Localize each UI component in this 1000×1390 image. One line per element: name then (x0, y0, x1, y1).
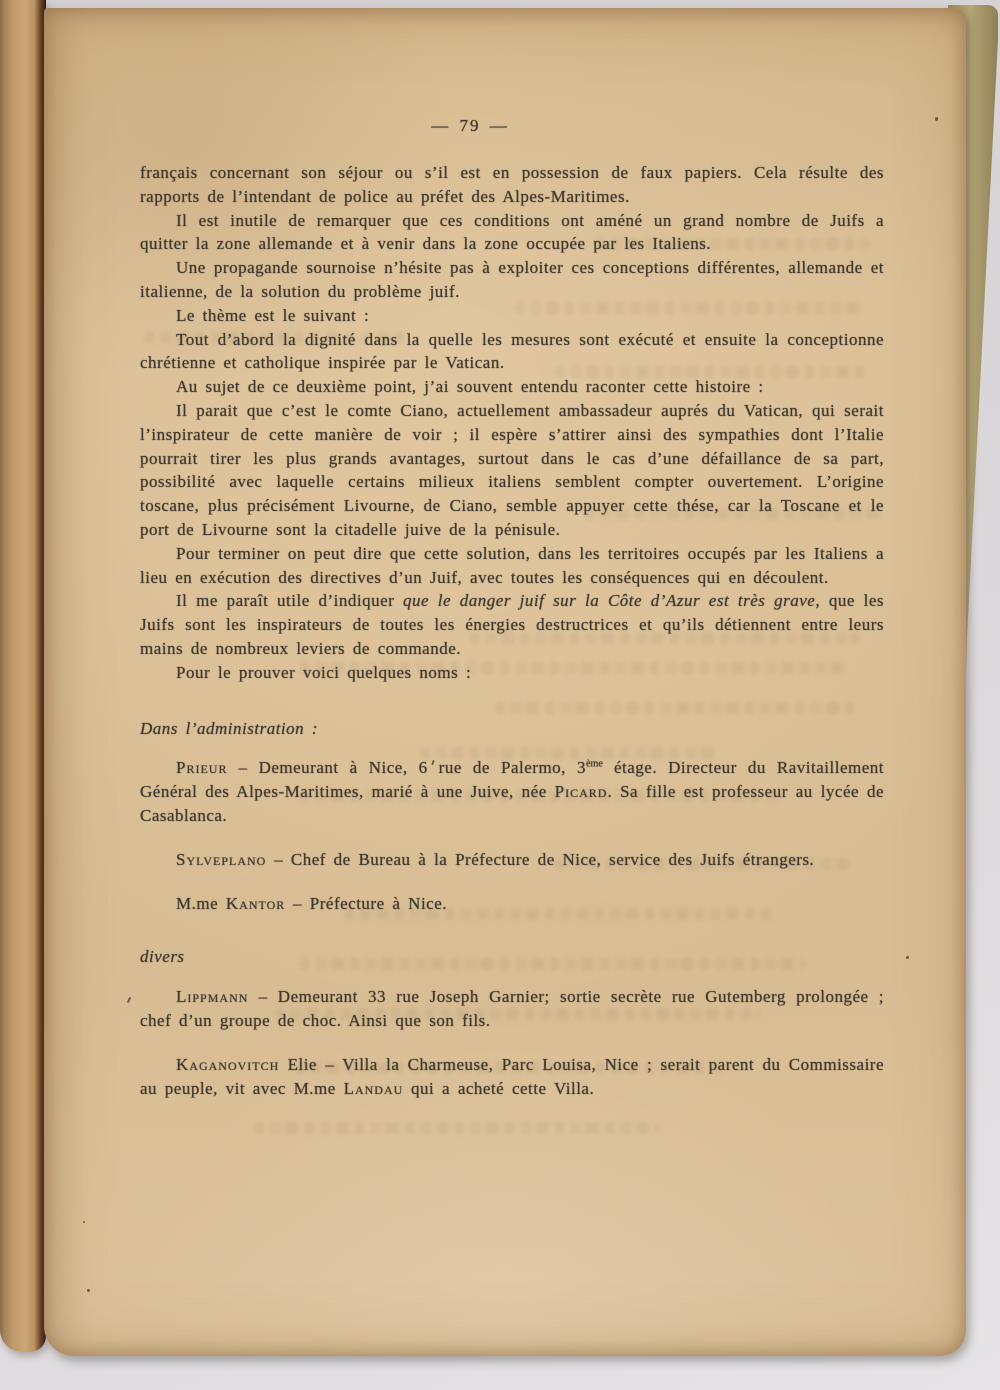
text-segment: Pour terminer on peut dire que cette solution, dans les territoires occupés par les Italiens a lieu en exécution des directives d’un Juif, avec toutes les conséquences qui en découlent. (140, 543, 884, 587)
text-segment: Au sujet de ce deuxième point, j’ai souvent entendu raconter cette histoire : (176, 377, 764, 397)
directory-entry-sylveplano (140, 848, 884, 872)
document-page (44, 8, 966, 1356)
text-segment: étage. Directeur du Ravitaillement Général des Alpes-Maritimes, marié à une Juive, née (140, 758, 885, 802)
directory-entry-lippmann (140, 985, 884, 1033)
paragraph (140, 328, 884, 376)
section-heading-administration (140, 717, 884, 741)
text-segment: Tout d’abord la dignité dans la quelle les mesures sont exécuté et ensuite la conceptionne chrétienne et catholique inspirée par le Vatican. (140, 329, 884, 373)
text-segment: Il me paraît utile d’indiquer (176, 591, 404, 611)
text-segment: que le danger juif sur la Côte d’Azur est très grave, (403, 591, 821, 611)
text-segment: Landau (343, 1078, 404, 1098)
text-segment: ème (585, 758, 603, 770)
text-segment: divers (140, 947, 185, 967)
paragraph (140, 661, 884, 685)
text-segment: Kaganovitch (176, 1054, 280, 1074)
text-segment: Sylveplano (176, 849, 267, 869)
paragraph (140, 161, 884, 209)
page-content (140, 8, 884, 1100)
paragraph (140, 209, 884, 257)
paragraph (140, 589, 884, 660)
directory-entry-kantor (140, 892, 884, 916)
paragraph (140, 256, 884, 304)
text-segment: – Demeurant à Nice, 6 rue de Palermo, 3 (227, 758, 586, 778)
section-heading-divers (140, 945, 884, 969)
text-segment: Pour le prouver voici quelques noms : (176, 662, 472, 682)
page-number: — 79 — (431, 116, 509, 135)
text-segment: Le thème est le suivant : (176, 305, 370, 325)
paragraph (140, 399, 884, 542)
text-segment: Prieur (176, 758, 228, 778)
paper-speck (935, 117, 938, 121)
text-segment: Dans l’administration : (140, 718, 319, 738)
directory-entry-kaganovitch (140, 1053, 884, 1101)
text-segment: qui a acheté cette Villa. (403, 1078, 595, 1098)
text-segment: Une propagande sournoise n’hésite pas à exploiter ces conceptions différentes, allemande et italienne, de la solution du problème juif. (140, 258, 884, 301)
text-segment: – Chef de Bureau à la Préfecture de Nice, service des Juifs étrangers. (266, 849, 815, 869)
paragraph (140, 304, 884, 328)
text-segment: – Demeurant 33 rue Joseph Garnier; sortie secrète rue Gutemberg prolongée ; chef d’un groupe de choc. Ainsi que son fils. (140, 987, 884, 1030)
directory-entry-prieur (140, 756, 884, 827)
paragraph (140, 375, 884, 399)
text-segment: Il est inutile de remarquer que ces conditions ont améné un grand nombre de Juifs a quitter la zone allemande et à venir dans la zone occupée par les Italiens. (140, 210, 884, 254)
paper-speck (906, 956, 909, 959)
text-segment: que les Juifs sont les inspirateurs de toutes les énergies destructrices et qu’ils détiennent entre leurs mains de nombreux leviers de commande. (140, 591, 884, 658)
paragraph (140, 542, 884, 590)
text-segment: Lippmann (176, 987, 249, 1007)
text-segment: – Préfecture à Nice. (285, 893, 448, 913)
paper-speck (87, 1289, 90, 1292)
bleedthrough-smudge (255, 1122, 660, 1134)
text-segment: Picard (554, 782, 608, 802)
text-segment: M.me (176, 893, 226, 913)
text-segment: Il parait que c’est le comte Ciano, actuellement ambassadeur auprés du Vatican, qui serait l’inspirateur de cette manière de voir ; il espère s’attirer ainsi des sympathies dont l’Italie pourrait tirer les plus grands avantages, surtout dans le cas d’une défaillance de sa part, possibilité avec laquelle certains milieux italiens semblent compter ouvertement. L’origine toscane, plus précisément Livourne, de Ciano, semble appuyer cette thése, car la Toscane et le port de Livourne sont la citadelle juive de la pénisule. (140, 400, 884, 539)
text-segment: Kantor (225, 893, 286, 913)
text-segment: Elie – Villa la Charmeuse, Parc Louisa, Nice ; serait parent du Commissaire au peuple, vit avec M.me (140, 1054, 884, 1098)
paper-speck (83, 1221, 85, 1223)
text-segment: . Sa fille est professeur au lycée de Casablanca. (140, 782, 884, 825)
text-segment: français concernant son séjour ou s’il est en possession de faux papiers. Cela résulte des rapports de l’intendant de police au préfet des Alpes-Maritimes. (140, 163, 884, 206)
book-binding-page-edges (0, 0, 46, 1352)
